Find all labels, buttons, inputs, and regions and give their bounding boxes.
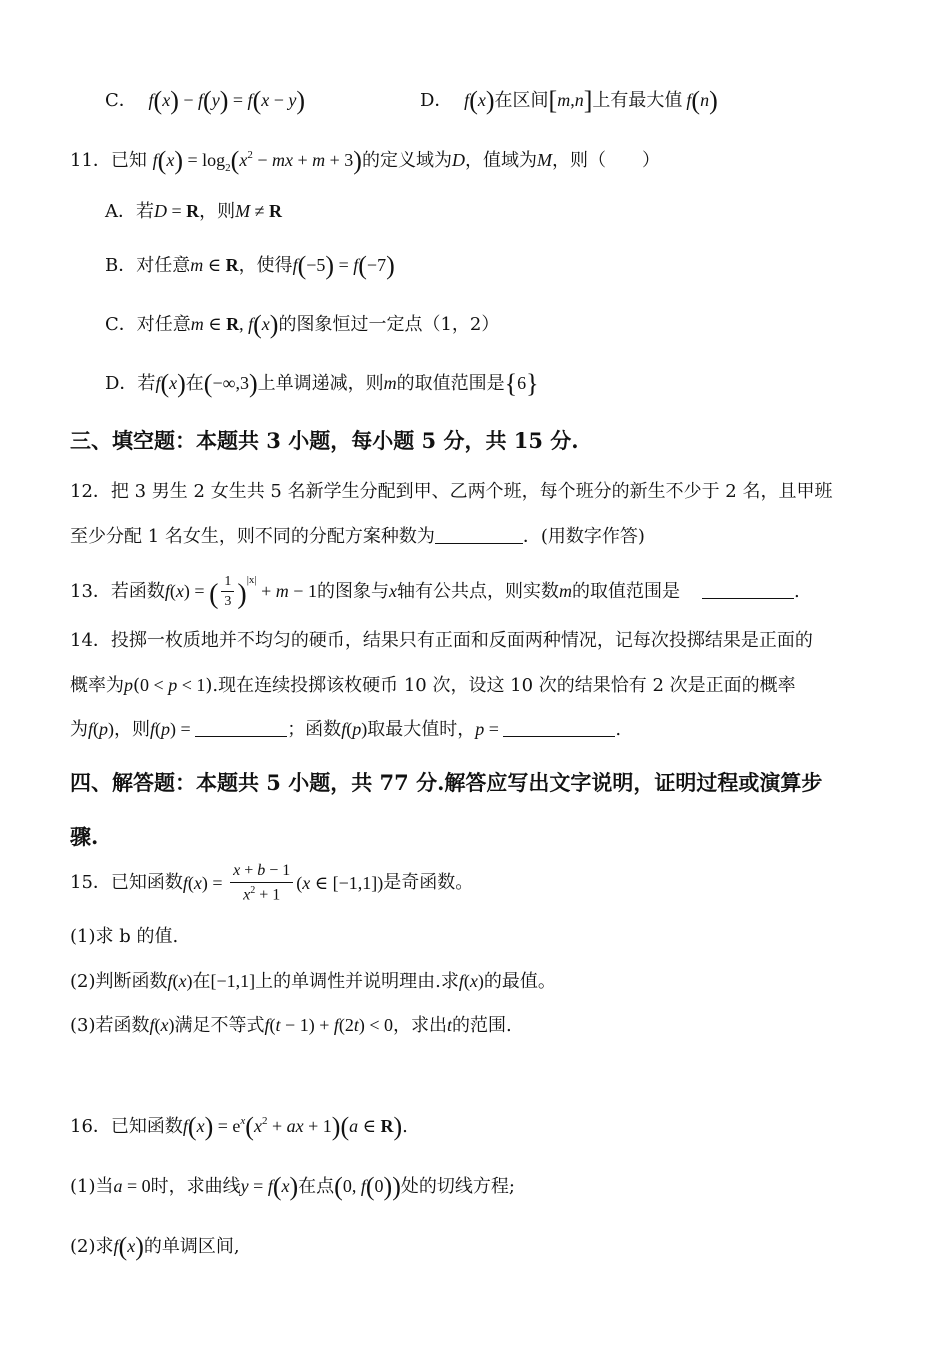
q10-option-d: D． f(x)在区间[m,n]上有最大值 f(n) (420, 86, 718, 115)
q11-option-d: D．若f(x)在(−∞,3)上单调递减，则m的取值范围是{6} (105, 369, 539, 398)
q15-part-2: (2)判断函数f(x)在[−1,1]上的单调性并说明理由.求f(x)的最值。 (70, 971, 556, 992)
q14-line-1: 14．投掷一枚质地并不均匀的硬币，结果只有正面和反面两种情况，记每次投掷结果是正面的 (70, 630, 813, 651)
q12-line-1: 12．把 3 男生 2 女生共 5 名新学生分配到甲、乙两个班，每个班分的新生不少于 2 名，且甲班 (70, 481, 833, 502)
q15-part-1: (1)求 b 的值. (70, 926, 179, 947)
section-4-heading: 四、解答题：本题共 5 小题，共 77 分.解答应写出文字说明，证明过程或演算步 (70, 770, 823, 795)
section-4-heading-cont: 骤. (70, 824, 99, 849)
answer-blank[interactable] (702, 582, 794, 599)
q16-part-1: (1)当a = 0时，求曲线y = f(x)在点(0, f(0))处的切线方程; (70, 1172, 515, 1201)
q11-option-b: B．对任意m ∈ R，使得f(−5) = f(−7) (105, 251, 395, 280)
q14-line-2: 概率为p(0 < p < 1).现在连续投掷该枚硬币 10 次，设这 10 次的结果恰有 2 次是正面的概率 (70, 675, 796, 696)
q16-stem: 16．已知函数$f(x) = e^x(x^2$ + ax + 1)(a ∈ R). (70, 1112, 408, 1141)
q11-option-a: A．若D = R，则M ≠ R (105, 201, 283, 222)
section-3-heading: 三、填空题：本题共 3 小题，每小题 5 分，共 15 分. (70, 428, 579, 453)
q14-line-3: 为f(p)，则f(p) = ；函数f(p)取最大值时，p = . (70, 719, 622, 740)
q15-stem: 15．已知函数f(x) = $\frac{x + b - 1}{x^2 + 1}$ (x ∈ [−1,1])是奇函数。 (70, 862, 474, 903)
q15-part-3: (3)若函数f(x)满足不等式f(t − 1) + f(2t) < 0，求出t的范围. (70, 1015, 512, 1036)
answer-blank[interactable] (435, 527, 523, 544)
option-label: C． (105, 90, 137, 111)
q16-part-2: (2)求f(x)的单调区间, (70, 1232, 240, 1261)
answer-blank[interactable] (195, 720, 287, 737)
q13-line: 13．若函数f(x) = ( $\frac{1}{3}$ )$^{|x|}$ + m − 1的图象与x轴有公共点，则实数m的取值范围是 . (70, 573, 800, 610)
q12-line-2: 至少分配 1 名女生，则不同的分配方案种数为 ．(用数字作答) (70, 526, 645, 547)
q11-stem: 11．已知 $f(x) = \log_2(x^2$ − mx + m + 3)的定义域为D，值域为M，则（ ） (70, 146, 660, 175)
q11-option-c: C．对任意m ∈ R, f(x)的图象恒过一定点（1，2） (105, 310, 500, 339)
option-label: D． (420, 90, 453, 111)
answer-blank[interactable] (503, 720, 615, 737)
q10-option-c: C． f(x) − f(y) = f(x − y) (105, 86, 306, 115)
